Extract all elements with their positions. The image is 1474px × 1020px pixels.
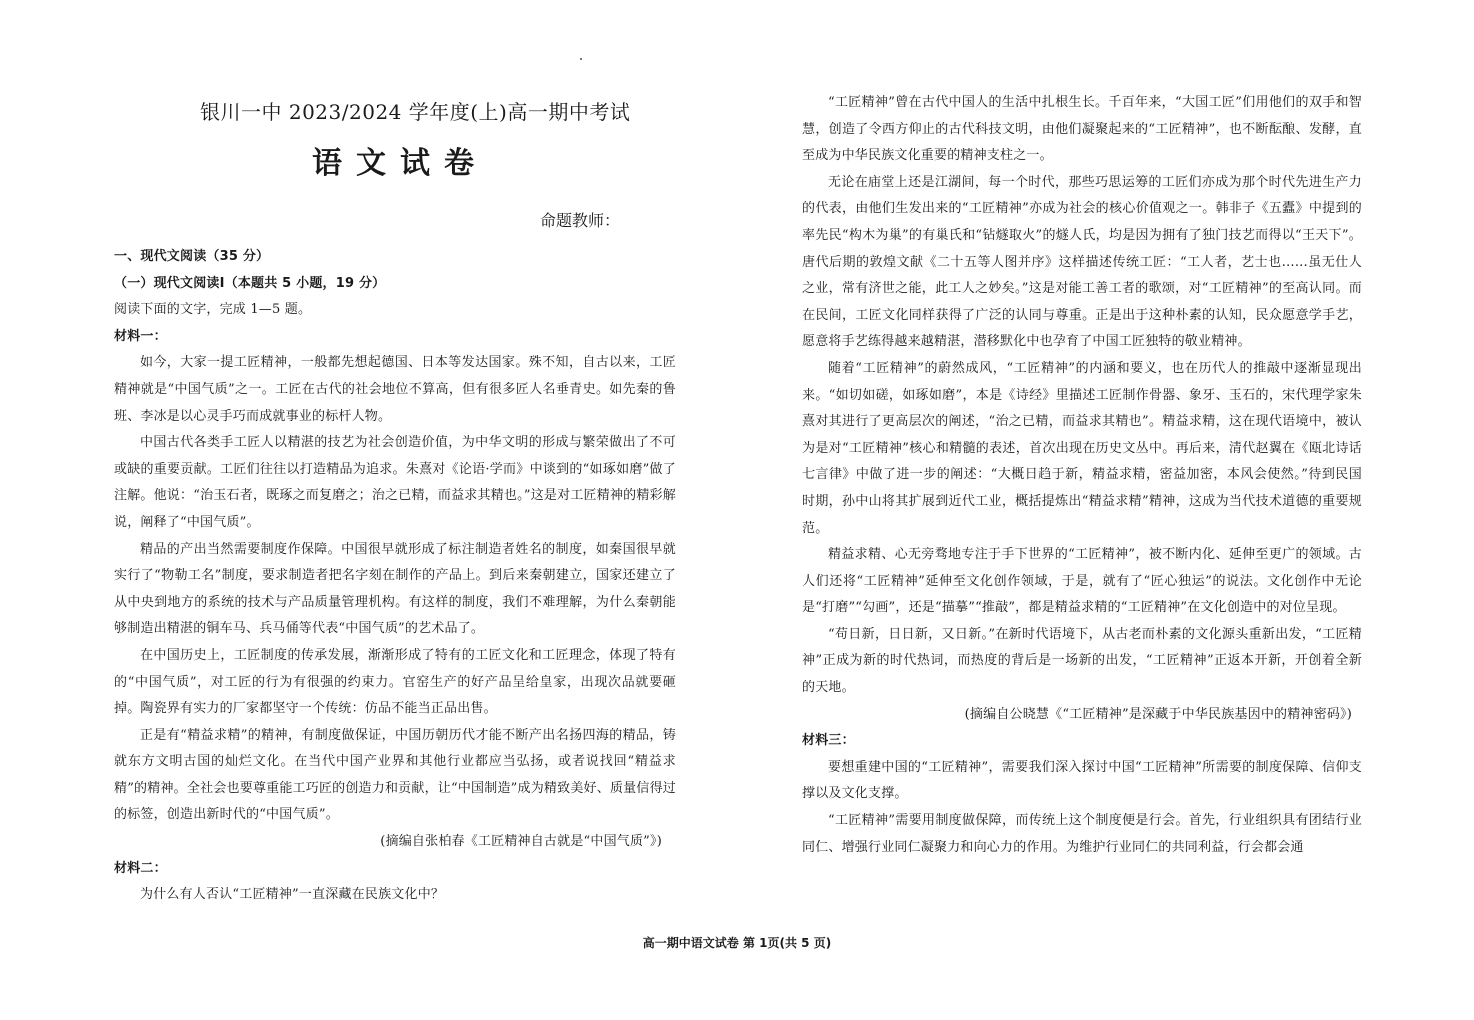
material2-paragraph: 随着“工匠精神”的蔚然成风，“工匠精神”的内涵和要义，也在历代人的推敲中逐渐显现出来。“如切如磋，如琢如磨”，本是《诗经》里描述工匠制作骨器、象牙、玉石的，宋代理学家朱熹对其进行了更高层次的阐述，“治之已精，而益求其精也”。精益求精，这在现代语境中，被认为是对“工匠精神”核心和精髓的表述，首次出现在历史文丛中。再后来，清代赵翼在《瓯北诗话七言律》中做了进一步的阐述：“大概日趋于新，精益求精，密益加密，本风会使然。”待到民国时期，孙中山将其扩展到近代工业，概括提炼出“精益求精”精神，这成为当代技术道德的重要规范。 — [802, 360, 1362, 536]
material1-paragraph: 如今，大家一提工匠精神，一般都先想起德国、日本等发达国家。殊不知，自古以来，工匠精神就是“中国气质”之一。工匠在古代的社会地位不算高，但有很多匠人名垂青史。如先秦的鲁班、李冰是以心灵手巧而成就事业的标杆人物。 — [114, 355, 676, 424]
material1-label: 材料一： — [114, 328, 167, 344]
material1-source: (摘编自张柏春《工匠精神自古就是“中国气质”》) — [380, 834, 662, 850]
material2-paragraph: 为什么有人否认“工匠精神”一直深藏在民族文化中？ — [140, 887, 445, 903]
material2-paragraph: 精益求精、心无旁骛地专注于手下世界的“工匠精神”，被不断内化、延伸至更广的领域。古人们还将“工匠精神”延伸至文化创作领域，于是，就有了“匠心独运”的说法。文化创作中无论是“打磨”“勾画”，还是“描摹”“推敲”，都是精益求精的“工匠精神”在文化创造中的对位呈现。 — [802, 547, 1362, 616]
material1-paragraph: 正是有“精益求精”的精神，有制度做保证，中国历朝历代才能不断产出名扬四海的精品，铸就东方文明古国的灿烂文化。在当代中国产业界和其他行业都应当弘扬，或者说找回“精益求精”的精神。全社会也要尊重能工巧匠的创造力和贡献，让“中国制造”成为精致美好、质量信得过的标签，创造出新时代的“中国气质”。 — [114, 727, 676, 823]
material2-label: 材料二： — [114, 860, 167, 876]
left-column — [114, 244, 676, 909]
subject-title: 语文试卷 — [312, 146, 488, 181]
material1-paragraph: 在中国历史上，工匠制度的传承发展，渐渐形成了特有的工匠文化和工匠理念，体现了特有的“中国气质”，对工匠的行为有很强的约束力。官窑生产的好产品呈给皇家，出现次品就要砸掉。陶瓷界有实力的厂家都坚守一个传统：仿品不能当正品出售。 — [114, 647, 676, 717]
page-footer: 高一期中语文试卷 第 1页(共 5 页) — [642, 936, 832, 950]
material2-paragraph: “苟日新，日日新，又日新。”在新时代语境下，从古老而朴素的文化源头重新出发，“工匠精神”正成为新的时代热词，而热度的背后是一场新的出发，“工匠精神”正返本开新，开创着全新的天地。 — [802, 626, 1362, 696]
material1-paragraph: 精品的产出当然需要制度作保障。中国很早就形成了标注制造者姓名的制度，如秦国很早就实行了“物勒工名”制度，要求制造者把名字刻在制作的产品上。到后来秦朝建立，国家还建立了从中央到地方的系统的技术与产品质量管理机构。有这样的制度，我们不难理解，为什么秦朝能够制造出精湛的铜车马、兵马俑等代表“中国气质”的艺术品了。 — [114, 541, 676, 637]
material3-label: 材料三： — [802, 733, 855, 749]
material2-source: (摘编自公晓慧《“工匠精神”是深藏于中华民族基因中的精神密码》) — [964, 706, 1352, 722]
material1-paragraph: 中国古代各类手工匠人以精湛的技艺为社会创造价值，为中华文明的形成与繁荣做出了不可或缺的重要贡献。工匠们往往以打造精品为追求。朱熹对《论语·学而》中谈到的“如琢如磨”做了注解。他说：“治玉石者，既琢之而复磨之；治之已精，而益求其精也。”这是对工匠精神的精彩解说，阐释了“中国气质”。 — [114, 435, 676, 530]
subpart-title: （一）现代文阅读Ⅰ（本题共 5 小题，19 分） — [114, 275, 386, 291]
part-title: 一、现代文阅读（35 分） — [114, 249, 270, 264]
material2-paragraph: 无论在庙堂上还是江湖间，每一个时代，那些巧思运筹的工匠们亦成为那个时代先进生产力的代表，由他们生发出来的“工匠精神”亦成为社会的核心价值观之一。韩非子《五蠹》中提到的率先民“构木为巢”的有巢氏和“钻燧取火”的燧人氏，均是因为拥有了独门技艺而得以“王天下”。唐代后期的敦煌文献《二十五等人图并序》这样描述传统工匠：“工人者，艺士也……虽无仕人之业，常有济世之能，此工人之妙矣。”这是对能工善工者的歌颂，对“工匠精神”的至高认同。而在民间，工匠文化同样获得了广泛的认同与尊重。正是出于这种朴素的认知，民众愿意学手艺，愿意将手艺练得越来越精湛，潜移默化中也孕育了中国工匠独特的敬业精神。 — [802, 174, 1362, 350]
material3-paragraph: 要想重建中国的“工匠精神”，需要我们深入探讨中国“工匠精神”所需要的制度保障、信仰支撑以及文化支撑。 — [802, 759, 1362, 802]
decorative-dot — [580, 58, 582, 60]
material2-paragraph: “工匠精神”曾在古代中国人的生活中扎根生长。千百年来，“大国工匠”们用他们的双手和智慧，创造了令西方仰止的古代科技文明，由他们凝聚起来的“工匠精神”，也不断酝酿、发酵，直至成为中华民族文化重要的精神支柱之一。 — [802, 95, 1362, 164]
teacher-label: 命题教师： — [540, 211, 621, 230]
exam-title: 银川一中 2023/2024 学年度(上)高一期中考试 — [200, 100, 631, 124]
instruction: 阅读下面的文字，完成 1—5 题。 — [114, 302, 312, 318]
material3-paragraph: “工匠精神”需要用制度做保障，而传统上这个制度便是行会。首先，行业组织具有团结行业同仁、增强行业同仁凝聚力和向心力的作用。为维护行业同仁的共同利益，行会都会通 — [802, 813, 1362, 855]
right-column — [802, 90, 1362, 861]
